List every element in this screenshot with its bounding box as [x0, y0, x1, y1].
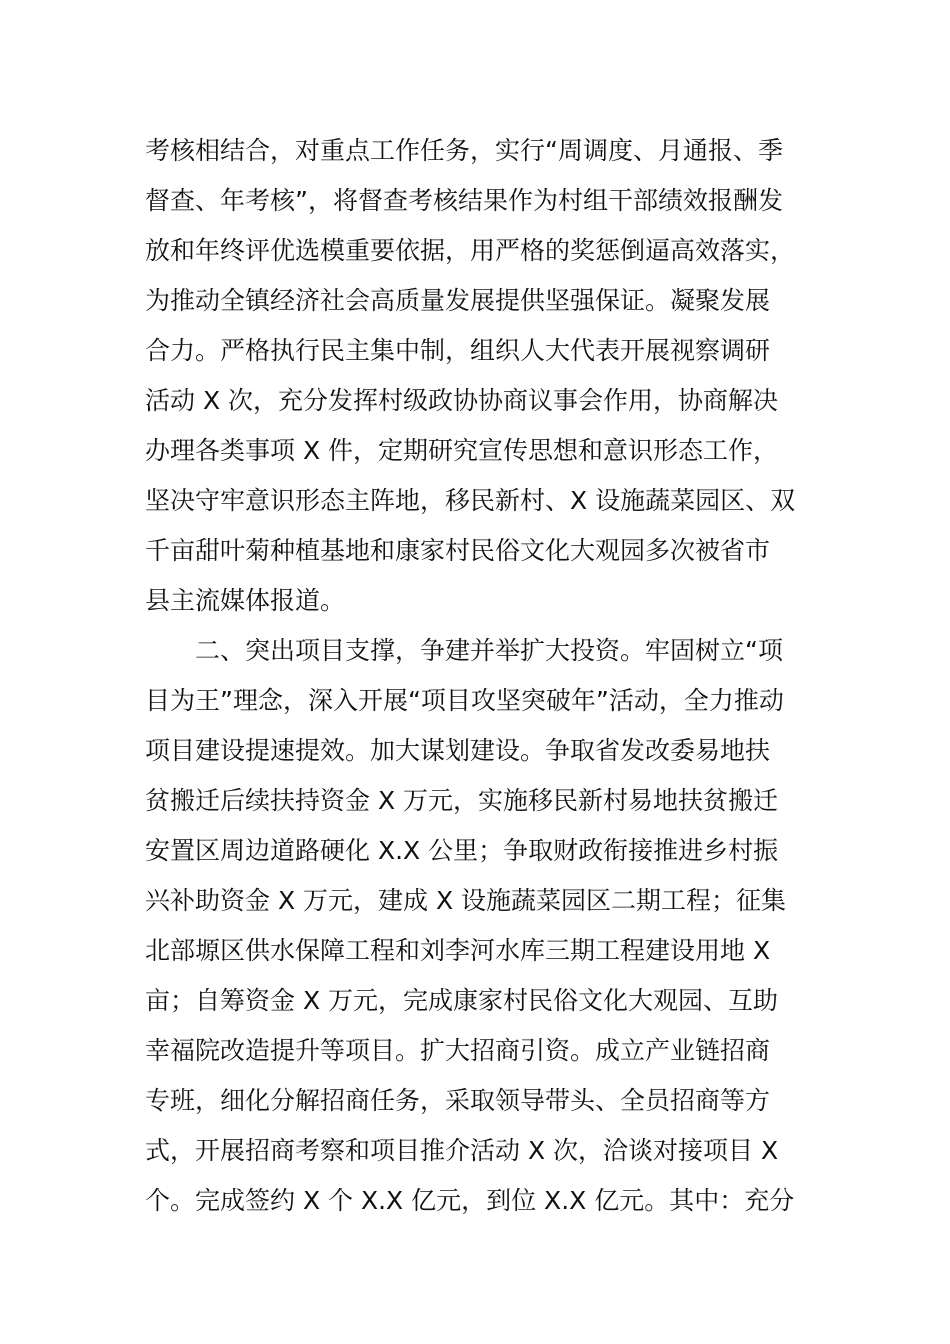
text-line: 放和年终评优选模重要依据，用严格的奖惩倒逼高效落实， [145, 236, 796, 265]
text-line: 合力。严格执行民主集中制，组织人大代表开展视察调研 [145, 336, 771, 365]
text-line: 坚决守牢意识形态主阵地，移民新村、X 设施蔬菜园区、双 [145, 486, 796, 515]
text-line: 专班，细化分解招商任务，采取领导带头、全员招商等方 [145, 1086, 771, 1115]
text-line: 千亩甜叶菊种植基地和康家村民俗文化大观园多次被省市 [145, 536, 771, 565]
body-text [145, 126, 810, 1226]
text-line: 考核相结合，对重点工作任务，实行“周调度、月通报、季 [145, 136, 783, 165]
text-line: 兴补助资金 X 万元，建成 X 设施蔬菜园区二期工程；征集 [145, 886, 787, 915]
text-line: 目为王”理念，深入开展“项目攻坚突破年”活动，全力推动 [145, 686, 784, 715]
text-line: 北部塬区供水保障工程和刘李河水库三期工程建设用地 X [145, 936, 771, 965]
section-heading-line: 二、突出项目支撑，争建并举扩大投资。牢固树立“项 [195, 636, 783, 665]
text-line: 亩；自筹资金 X 万元，完成康家村民俗文化大观园、互助 [145, 986, 779, 1015]
text-line: 幸福院改造提升等项目。扩大招商引资。成立产业链招商 [145, 1036, 771, 1065]
text-line: 活动 X 次，充分发挥村级政协协商议事会作用，协商解决 [145, 386, 779, 415]
text-line: 个。完成签约 X 个 X.X 亿元，到位 X.X 亿元。其中：充分 [145, 1186, 795, 1215]
text-line: 县主流媒体报道。 [145, 586, 346, 615]
text-line: 项目建设提速提效。加大谋划建设。争取省发改委易地扶 [145, 736, 771, 765]
text-line: 办理各类事项 X 件，定期研究宣传思想和意识形态工作， [145, 436, 779, 465]
text-line: 式，开展招商考察和项目推介活动 X 次，洽谈对接项目 X [145, 1136, 779, 1165]
text-line: 为推动全镇经济社会高质量发展提供坚强保证。凝聚发展 [145, 286, 771, 315]
text-line: 贫搬迁后续扶持资金 X 万元，实施移民新村易地扶贫搬迁 [145, 786, 779, 815]
text-line: 督查、年考核”，将督查考核结果作为村组干部绩效报酬发 [145, 186, 783, 215]
text-line: 安置区周边道路硬化 X.X 公里；争取财政衔接推进乡村振 [145, 836, 779, 865]
